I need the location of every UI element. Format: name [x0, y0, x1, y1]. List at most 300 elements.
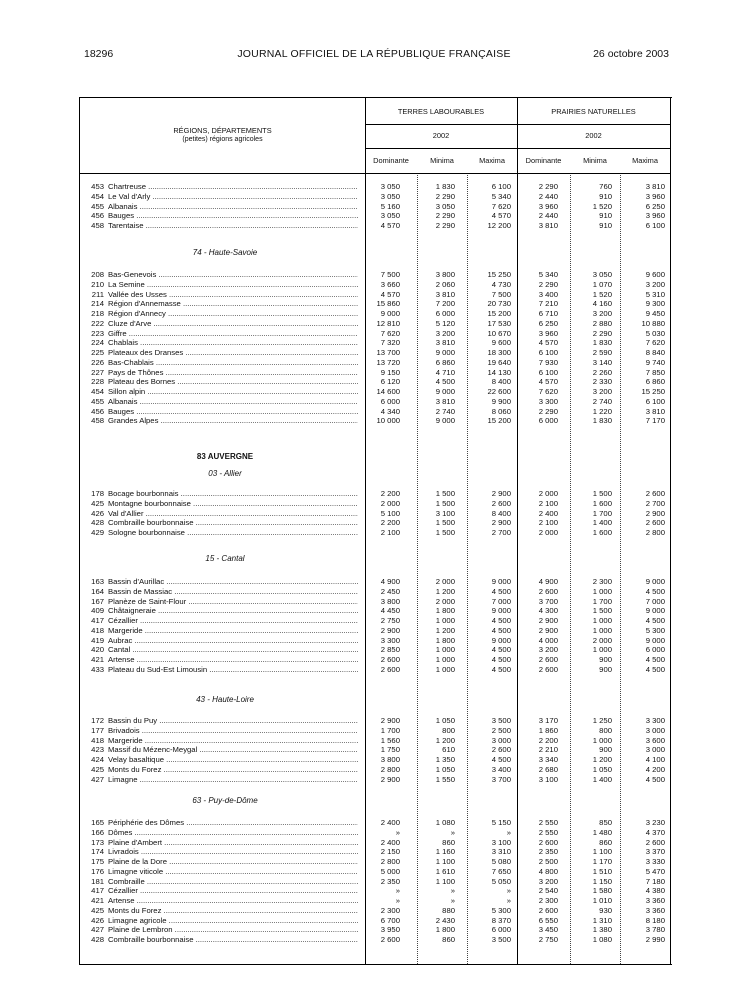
- pn-maxima: 3 230: [645, 818, 665, 827]
- pn-dominante: 2 900: [538, 625, 558, 635]
- pn-minima: 1 700: [592, 596, 612, 606]
- tl-minima: 1 100: [435, 857, 455, 866]
- pn-maxima: 8 840: [645, 348, 665, 357]
- pn-minima: 1 520: [592, 289, 612, 299]
- pn-minima: 1 830: [592, 338, 612, 348]
- region-name: Albanais .....: [108, 396, 358, 407]
- pn-minima: 930: [599, 905, 612, 915]
- pn-dominante: 7 620: [538, 387, 558, 396]
- department-title: 15 - Cantal: [205, 554, 245, 563]
- pn-minima: 1 600: [592, 528, 612, 537]
- region-code: 427: [91, 774, 104, 784]
- pn-dominante: 6 100: [538, 348, 558, 357]
- tl-minima: 6 000: [435, 309, 455, 318]
- tl-maxima: 14 130: [487, 367, 511, 377]
- region-code: 454: [91, 387, 104, 396]
- tl-maxima: 4 500: [491, 664, 511, 674]
- pn-maxima: 4 500: [645, 655, 665, 664]
- region-name: Livradois .....: [108, 846, 358, 857]
- table-row: [80, 527, 672, 538]
- tl-minima: 3 100: [435, 508, 455, 518]
- pn-minima: 1 580: [592, 886, 612, 896]
- tl-maxima: 2 700: [491, 528, 511, 537]
- region-name: Plaine de la Dore .....: [108, 856, 358, 867]
- region-name: Cantal .....: [108, 644, 358, 655]
- region-code: 226: [91, 357, 104, 367]
- tl-dominante: 7 620: [380, 328, 400, 338]
- pn-maxima: 3 200: [645, 279, 665, 289]
- pn-minima: 800: [599, 725, 612, 735]
- region-name: Val d'Allier .....: [108, 508, 358, 519]
- tl-minima: 3 810: [435, 396, 455, 406]
- tl-dominante: 3 950: [380, 925, 400, 935]
- tl-dominante: 2 600: [380, 935, 400, 944]
- header-year-prairies: 2002: [585, 131, 602, 140]
- table-row: [80, 415, 672, 426]
- pn-maxima: 3 960: [645, 211, 665, 221]
- pn-dominante: 2 290: [538, 406, 558, 416]
- tl-maxima: 2 900: [491, 489, 511, 498]
- region-code: 423: [91, 745, 104, 755]
- pn-maxima: 8 180: [645, 915, 665, 925]
- pn-minima: 1 700: [592, 508, 612, 518]
- region-name: Vallée des Usses .....: [108, 289, 358, 300]
- region-name: Cluze d'Arve .....: [108, 318, 358, 329]
- pn-dominante: 2 550: [538, 827, 558, 837]
- region-code: 163: [91, 577, 104, 586]
- tl-minima: 860: [442, 837, 455, 847]
- region-name: Bassin d'Aurillac .....: [108, 576, 358, 587]
- pn-dominante: 6 250: [538, 318, 558, 328]
- tl-maxima: »: [506, 896, 511, 905]
- tl-maxima: 6 000: [491, 925, 511, 935]
- header-regions-subtitle: (petites) régions agricoles: [182, 136, 263, 143]
- region-code: 420: [91, 645, 104, 655]
- region-name: Limagne .....: [108, 774, 358, 785]
- tl-minima: 3 800: [435, 270, 455, 279]
- pn-minima: 850: [599, 818, 612, 827]
- tl-minima: 6 860: [435, 357, 455, 367]
- table-row: [80, 774, 672, 785]
- tl-maxima: 8 400: [491, 508, 511, 518]
- pn-maxima: 4 380: [645, 886, 665, 896]
- tl-dominante: 2 450: [380, 586, 400, 596]
- region-name: Chartreuse .....: [108, 181, 358, 192]
- tl-dominante: »: [395, 827, 400, 837]
- pn-minima: 2 330: [592, 377, 612, 387]
- tl-maxima: 22 600: [487, 387, 511, 396]
- tl-maxima: 17 530: [487, 318, 511, 328]
- pn-minima: 910: [599, 211, 612, 221]
- pn-dominante: 3 450: [538, 925, 558, 935]
- region-code: 208: [91, 270, 104, 279]
- tl-minima: 3 200: [435, 328, 455, 338]
- region-name: Bauges .....: [108, 210, 358, 221]
- tl-maxima: 4 500: [491, 655, 511, 664]
- pn-minima: 1 050: [592, 764, 612, 774]
- region-code: 429: [91, 528, 104, 537]
- department-title: 74 - Haute-Savoie: [192, 248, 258, 257]
- pn-dominante: 2 350: [538, 847, 558, 857]
- pn-dominante: 2 300: [538, 896, 558, 905]
- pn-minima: 1 070: [592, 279, 612, 289]
- tl-minima: 1 550: [435, 774, 455, 784]
- pn-minima: 2 880: [592, 318, 612, 328]
- tl-dominante: »: [395, 896, 400, 905]
- pn-maxima: 3 300: [645, 716, 665, 725]
- tl-maxima: 8 370: [491, 915, 511, 925]
- region-code: 433: [91, 664, 104, 674]
- tl-maxima: 3 700: [491, 774, 511, 784]
- pn-minima: 4 160: [592, 299, 612, 309]
- pn-maxima: 2 700: [645, 498, 665, 508]
- tl-minima: 2 290: [435, 221, 455, 230]
- tl-minima: 1 050: [435, 764, 455, 774]
- pn-dominante: 2 290: [538, 279, 558, 289]
- pn-maxima: 6 860: [645, 377, 665, 387]
- tl-maxima: 4 500: [491, 586, 511, 596]
- pn-maxima: 2 900: [645, 508, 665, 518]
- tl-maxima: 6 100: [491, 182, 511, 191]
- region-name: Artense .....: [108, 895, 358, 906]
- pn-maxima: 7 620: [645, 338, 665, 348]
- tl-minima: 2 430: [435, 915, 455, 925]
- tl-dominante: 5 000: [380, 866, 400, 876]
- pn-maxima: 7 180: [645, 876, 665, 886]
- region-code: 164: [91, 586, 104, 596]
- department-title: 03 - Allier: [208, 469, 242, 478]
- region-name: Monts du Forez .....: [108, 905, 358, 916]
- pn-minima: 1 200: [592, 755, 612, 764]
- tl-minima: 610: [442, 745, 455, 755]
- pn-minima: 1 310: [592, 915, 612, 925]
- pn-dominante: 2 600: [538, 655, 558, 664]
- region-code: 174: [91, 847, 104, 857]
- pn-maxima: 6 000: [645, 645, 665, 655]
- col-header: Maxima: [632, 156, 658, 165]
- tl-minima: 1 050: [435, 716, 455, 725]
- pn-maxima: 9 300: [645, 299, 665, 309]
- pn-minima: 1 500: [592, 606, 612, 616]
- region-name: Bauges .....: [108, 406, 358, 417]
- region-name: Plateau des Bornes .....: [108, 376, 358, 387]
- region-name: Dômes .....: [108, 827, 358, 838]
- col-header: Maxima: [479, 156, 505, 165]
- tl-maxima: 3 500: [491, 716, 511, 725]
- pn-dominante: 2 600: [538, 905, 558, 915]
- tl-maxima: 4 500: [491, 616, 511, 625]
- tl-maxima: 8 400: [491, 377, 511, 387]
- tl-maxima: 2 600: [491, 498, 511, 508]
- pn-minima: 2 740: [592, 396, 612, 406]
- pn-dominante: 7 930: [538, 357, 558, 367]
- pn-maxima: 5 310: [645, 289, 665, 299]
- region-name: Limagne agricole .....: [108, 915, 358, 926]
- pn-maxima: 3 330: [645, 857, 665, 866]
- tl-dominante: 2 800: [380, 764, 400, 774]
- pn-minima: 3 050: [592, 270, 612, 279]
- tl-minima: 2 290: [435, 211, 455, 221]
- region-code: 227: [91, 367, 104, 377]
- pn-dominante: 3 960: [538, 201, 558, 211]
- region-name: Planèze de Saint-Flour .....: [108, 596, 358, 607]
- header-prairies-naturelles: PRAIRIES NATURELLES: [551, 107, 636, 116]
- pn-maxima: 7 000: [645, 596, 665, 606]
- tl-maxima: 9 600: [491, 338, 511, 348]
- pn-minima: 1 510: [592, 866, 612, 876]
- tl-dominante: 9 000: [380, 309, 400, 318]
- tl-dominante: 3 300: [380, 635, 400, 645]
- pn-maxima: 3 960: [645, 191, 665, 201]
- publication-date: 26 octobre 2003: [593, 48, 669, 60]
- department-title: 63 - Puy-de-Dôme: [192, 796, 258, 805]
- pn-maxima: 2 990: [645, 935, 665, 944]
- pn-dominante: 1 860: [538, 725, 558, 735]
- col-header: Minima: [583, 156, 607, 165]
- tl-minima: 1 500: [435, 498, 455, 508]
- tl-dominante: 15 860: [376, 299, 400, 309]
- region-name: Chablais .....: [108, 337, 358, 348]
- region-code: 456: [91, 406, 104, 416]
- pn-minima: 900: [599, 745, 612, 755]
- tl-dominante: 2 400: [380, 818, 400, 827]
- pn-dominante: 4 900: [538, 577, 558, 586]
- pn-minima: 2 590: [592, 348, 612, 357]
- tl-minima: »: [450, 827, 455, 837]
- tl-maxima: 20 730: [487, 299, 511, 309]
- tl-dominante: 14 600: [376, 387, 400, 396]
- pn-maxima: 3 810: [645, 182, 665, 191]
- pn-maxima: 6 100: [645, 221, 665, 230]
- tl-minima: 2 290: [435, 191, 455, 201]
- pn-maxima: 9 600: [645, 270, 665, 279]
- pn-minima: 3 140: [592, 357, 612, 367]
- tl-maxima: 15 200: [487, 416, 511, 426]
- pn-maxima: 3 780: [645, 925, 665, 935]
- tl-maxima: 3 100: [491, 837, 511, 847]
- tl-maxima: 4 570: [491, 211, 511, 221]
- pn-minima: 900: [599, 664, 612, 674]
- pn-dominante: 3 300: [538, 396, 558, 406]
- region-name: Margeride .....: [108, 625, 358, 636]
- tl-dominante: 4 450: [380, 606, 400, 616]
- pn-minima: 860: [599, 837, 612, 847]
- tl-dominante: 2 600: [380, 664, 400, 674]
- region-code: 223: [91, 328, 104, 338]
- tl-minima: 880: [442, 905, 455, 915]
- pn-minima: 760: [599, 182, 612, 191]
- tl-dominante: 4 340: [380, 406, 400, 416]
- pn-maxima: 2 800: [645, 528, 665, 537]
- pn-dominante: 2 100: [538, 498, 558, 508]
- tl-minima: 1 800: [435, 635, 455, 645]
- region-code: 167: [91, 596, 104, 606]
- region-code: 455: [91, 396, 104, 406]
- region-name: Sillon alpin .....: [108, 386, 358, 397]
- tl-minima: »: [450, 896, 455, 905]
- department-title: 43 - Haute-Loire: [196, 695, 254, 704]
- pn-minima: 1 000: [592, 586, 612, 596]
- region-name: Pays de Thônes .....: [108, 367, 358, 378]
- tl-minima: 3 050: [435, 201, 455, 211]
- pn-maxima: 6 100: [645, 396, 665, 406]
- pn-maxima: 5 470: [645, 866, 665, 876]
- tl-dominante: 1 700: [380, 725, 400, 735]
- tl-dominante: 6 120: [380, 377, 400, 387]
- pn-dominante: 2 600: [538, 664, 558, 674]
- tl-minima: 1 800: [435, 606, 455, 616]
- col-header: Dominante: [373, 156, 409, 165]
- tl-maxima: 19 640: [487, 357, 511, 367]
- pn-dominante: 3 170: [538, 716, 558, 725]
- tl-maxima: 3 000: [491, 735, 511, 745]
- pn-dominante: 2 600: [538, 586, 558, 596]
- region-name: Cézallier .....: [108, 885, 358, 896]
- tl-dominante: 2 850: [380, 645, 400, 655]
- tl-minima: 860: [442, 935, 455, 944]
- pn-dominante: 6 100: [538, 367, 558, 377]
- tl-minima: 2 740: [435, 406, 455, 416]
- region-name: Périphérie des Dômes .....: [108, 817, 358, 828]
- pn-maxima: 5 030: [645, 328, 665, 338]
- region-code: 426: [91, 508, 104, 518]
- region-code: 173: [91, 837, 104, 847]
- region-code: 225: [91, 348, 104, 357]
- region-code: 455: [91, 201, 104, 211]
- region-code: 426: [91, 915, 104, 925]
- header-year-terres: 2002: [432, 131, 450, 140]
- pn-dominante: 2 100: [538, 518, 558, 528]
- pn-minima: 2 260: [592, 367, 612, 377]
- pn-dominante: 3 200: [538, 645, 558, 655]
- pn-dominante: 2 290: [538, 182, 558, 191]
- region-code: 421: [91, 896, 104, 905]
- region-code: 175: [91, 857, 104, 866]
- tl-maxima: 3 500: [491, 935, 511, 944]
- pn-minima: 910: [599, 221, 612, 230]
- tl-dominante: 4 570: [380, 289, 400, 299]
- region-code: 425: [91, 498, 104, 508]
- pn-dominante: 3 340: [538, 755, 558, 764]
- pn-maxima: 9 450: [645, 309, 665, 318]
- pn-minima: 900: [599, 655, 612, 664]
- tl-minima: 1 500: [435, 518, 455, 528]
- region-name: Giffre .....: [108, 328, 358, 339]
- table-row: [80, 220, 672, 231]
- region-name: Combraille bourbonnaise .....: [108, 934, 358, 945]
- region-code: 166: [91, 827, 104, 837]
- tl-dominante: »: [395, 886, 400, 896]
- region-code: 428: [91, 935, 104, 944]
- region-code: 172: [91, 716, 104, 725]
- tl-dominante: 6 700: [380, 915, 400, 925]
- tl-maxima: 2 600: [491, 745, 511, 755]
- col-header: Dominante: [525, 156, 562, 165]
- region-code: 458: [91, 416, 104, 426]
- pn-maxima: 3 360: [645, 905, 665, 915]
- pn-dominante: 2 750: [538, 935, 558, 944]
- region-name: Bocage bourbonnais .....: [108, 488, 358, 499]
- tl-dominante: 9 150: [380, 367, 400, 377]
- region-code: 458: [91, 221, 104, 230]
- pn-maxima: 6 250: [645, 201, 665, 211]
- region-name: Aubrac .....: [108, 635, 358, 646]
- page-number: 18296: [84, 48, 114, 60]
- tl-dominante: 13 700: [376, 348, 400, 357]
- pn-maxima: 4 500: [645, 664, 665, 674]
- pn-maxima: 9 000: [645, 606, 665, 616]
- pn-dominante: 6 550: [538, 915, 558, 925]
- tl-maxima: »: [506, 827, 511, 837]
- region-code: 222: [91, 318, 104, 328]
- region-code: 454: [91, 191, 104, 201]
- pn-dominante: 2 540: [538, 886, 558, 896]
- tl-minima: 9 000: [435, 348, 455, 357]
- tl-minima: 9 000: [435, 416, 455, 426]
- tl-maxima: 7 500: [491, 289, 511, 299]
- pn-dominante: 2 000: [538, 528, 558, 537]
- header-regions-title: RÉGIONS, DÉPARTEMENTS: [173, 126, 272, 135]
- pn-maxima: 2 600: [645, 518, 665, 528]
- region-code: 427: [91, 925, 104, 935]
- tl-maxima: 5 150: [491, 818, 511, 827]
- pn-minima: 1 000: [592, 625, 612, 635]
- tl-maxima: 2 900: [491, 518, 511, 528]
- tl-dominante: 2 900: [380, 716, 400, 725]
- tl-minima: 4 500: [435, 377, 455, 387]
- tl-minima: 800: [442, 725, 455, 735]
- region-code: 210: [91, 279, 104, 289]
- tl-minima: 7 200: [435, 299, 455, 309]
- region-code: 417: [91, 886, 104, 896]
- pn-maxima: 9 000: [645, 577, 665, 586]
- region-name: Brivadois .....: [108, 725, 358, 736]
- pn-maxima: 7 850: [645, 367, 665, 377]
- region-name: Velay basaltique .....: [108, 754, 358, 765]
- tl-maxima: 7 650: [491, 866, 511, 876]
- tl-minima: 1 000: [435, 655, 455, 664]
- pn-maxima: 9 000: [645, 635, 665, 645]
- pn-dominante: 2 440: [538, 191, 558, 201]
- tl-minima: »: [450, 886, 455, 896]
- tl-dominante: 3 660: [380, 279, 400, 289]
- tl-dominante: 2 350: [380, 876, 400, 886]
- pn-maxima: 4 500: [645, 586, 665, 596]
- tl-maxima: 5 050: [491, 876, 511, 886]
- pn-minima: 1 830: [592, 416, 612, 426]
- region-code: 421: [91, 655, 104, 664]
- tl-maxima: 5 300: [491, 905, 511, 915]
- region-name: Plateaux des Dranses .....: [108, 347, 358, 358]
- region-code: 228: [91, 377, 104, 387]
- region-name: Grandes Alpes .....: [108, 415, 358, 426]
- tl-maxima: 2 500: [491, 725, 511, 735]
- tl-dominante: 5 100: [380, 508, 400, 518]
- tl-minima: 1 000: [435, 664, 455, 674]
- pn-dominante: 3 200: [538, 876, 558, 886]
- pn-dominante: 3 400: [538, 289, 558, 299]
- pn-maxima: 4 100: [645, 755, 665, 764]
- tl-dominante: 5 160: [380, 201, 400, 211]
- tl-maxima: 4 500: [491, 755, 511, 764]
- pn-dominante: 2 400: [538, 508, 558, 518]
- region-name: Cézallier .....: [108, 615, 358, 626]
- pn-minima: 2 290: [592, 328, 612, 338]
- pn-maxima: 3 600: [645, 735, 665, 745]
- pn-maxima: 7 170: [645, 416, 665, 426]
- tl-dominante: 3 800: [380, 596, 400, 606]
- region-name: Châtaigneraie .....: [108, 605, 358, 616]
